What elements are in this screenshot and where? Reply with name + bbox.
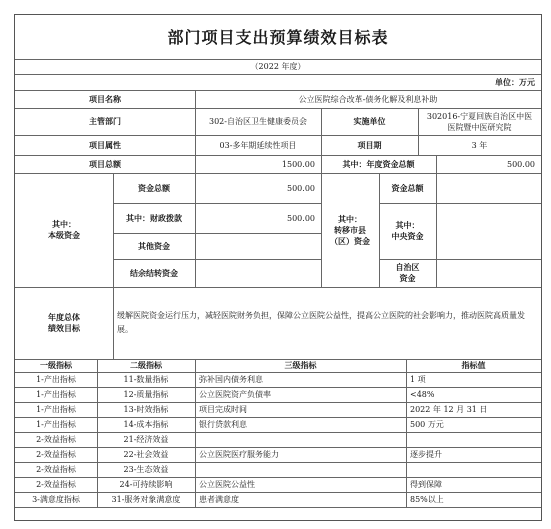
indicator-cell: 逐步提升	[410, 450, 442, 459]
transfer-line-3: （区）资金	[330, 236, 370, 246]
goal-line-1: 年度总体	[48, 313, 80, 322]
transfer-funds-label	[321, 173, 379, 287]
indicator-cell: 23-生态效益	[123, 465, 169, 474]
indicator-cell: 1-产出指标	[36, 390, 76, 399]
indicator-header: 一级指标	[40, 361, 72, 370]
fiscal-label: 其中：财政拨款	[126, 213, 182, 223]
indicator-cell: 弥补国内债务利息	[199, 375, 263, 384]
region-funds-label	[379, 259, 436, 287]
transfer-line-1: 其中：	[338, 214, 362, 224]
year-total-value: 500.00	[507, 159, 535, 169]
total-value: 1500.00	[281, 159, 315, 169]
indicator-cell: 31-服务对象满意度	[111, 495, 181, 504]
indicator-cell: 2-效益指标	[36, 450, 76, 459]
indicator-cell: 1-产出指标	[36, 405, 76, 414]
indicator-cell: 公立医院资产负债率	[199, 390, 271, 399]
period-label: 项目期	[357, 140, 382, 150]
impl-unit-label: 实施单位	[353, 117, 386, 126]
indicator-cell: 公立医院医疗服务能力	[199, 450, 279, 459]
indicator-header: 二级指标	[130, 361, 162, 370]
indicator-cell: 2-效益指标	[36, 465, 76, 474]
period-value: 3 年	[471, 140, 488, 150]
project-name-label: 项目名称	[89, 94, 121, 104]
indicator-cell: 得到保障	[410, 480, 442, 489]
dept-value: 302-自治区卫生健康委员会	[209, 117, 307, 126]
local-funds-line-1: 其中：	[52, 220, 76, 229]
indicator-cell	[406, 462, 541, 477]
indicator-cell: 患者满意度	[199, 495, 239, 504]
local-funds-label	[15, 173, 113, 287]
project-name-value: 公立医院综合改革-债务化解及利息补助	[298, 94, 438, 104]
region-line-1: 自治区	[395, 263, 420, 272]
indicator-cell: 2022 年 12 月 31 日	[410, 405, 488, 414]
indicator-cell	[406, 432, 541, 447]
indicator-cell	[195, 432, 406, 447]
local-funds-line-2: 本级资金	[48, 231, 80, 240]
region-line-2: 资金	[399, 274, 416, 283]
indicator-cell: 11-数量指标	[123, 375, 169, 384]
attribute-value: 03-多年期延续性项目	[219, 140, 297, 150]
transfer-line-2: 转移市县	[334, 225, 366, 235]
transfer-total-label: 资金总额	[391, 183, 424, 193]
central-funds-label	[379, 203, 436, 259]
indicator-cell: 24-可持续影响	[119, 480, 173, 489]
indicator-cell: 21-经济效益	[123, 435, 169, 444]
indicator-cell: 1 项	[410, 375, 426, 384]
unit-label: 单位：万元	[495, 77, 535, 87]
indicator-cell: 1-产出指标	[36, 420, 76, 429]
indicator-cell: 3-满意度指标	[32, 495, 80, 504]
indicator-cell: 项目完成时间	[199, 405, 247, 414]
fund-total-value: 500.00	[287, 183, 315, 193]
indicator-cell: 500 万元	[410, 420, 444, 429]
impl-unit-value	[418, 108, 541, 135]
impl-unit-line-1: 302016-宁夏回族自治区中医	[426, 111, 533, 121]
indicator-cell: 12-质量指标	[123, 390, 169, 399]
indicator-cell: 85%以上	[410, 495, 444, 504]
indicator-header: 指标值	[461, 361, 486, 370]
fiscal-value: 500.00	[287, 213, 315, 223]
indicator-cell: 2-效益指标	[36, 435, 76, 444]
indicator-cell: 银行贷款利息	[199, 420, 247, 429]
indicator-cell	[195, 462, 406, 477]
indicator-cell: 22-社会效益	[123, 450, 169, 459]
goal-line-2: 绩效目标	[48, 324, 80, 333]
year-total-label: 其中：年度资金总额	[342, 159, 415, 169]
year-label: （2022 年度）	[250, 62, 306, 71]
indicator-cell: 2-效益指标	[36, 480, 76, 489]
indicator-cell: 13-时效指标	[123, 405, 169, 414]
indicator-cell: 公立医院公益性	[199, 480, 255, 489]
indicator-cell: 14-成本指标	[123, 420, 169, 429]
other-funds-label: 其他资金	[138, 241, 170, 251]
fund-total-label: 资金总额	[138, 183, 170, 193]
budget-form	[14, 14, 542, 521]
indicator-cell: 1-产出指标	[36, 375, 76, 384]
goal-text: 缓解医院资金运行压力，减轻医院财务负担，保障公立医院公益性，提高公立医院的社会影响力，推动医院高质量发展。	[117, 311, 525, 334]
surplus-funds-label: 结余结转资金	[130, 268, 178, 278]
dept-label: 主管部门	[89, 117, 121, 126]
goal-label	[15, 287, 113, 359]
indicator-header: 三级指标	[284, 361, 317, 370]
impl-unit-line-2: 医院暨中医研究院	[447, 122, 512, 132]
central-line-1: 其中：	[395, 221, 420, 230]
total-label: 项目总额	[89, 159, 121, 169]
indicator-cell: <48%	[410, 390, 435, 399]
attribute-label: 项目属性	[89, 140, 121, 150]
central-line-2: 中央资金	[391, 232, 424, 241]
page-title: 部门项目支出预算绩效目标表	[167, 27, 389, 47]
